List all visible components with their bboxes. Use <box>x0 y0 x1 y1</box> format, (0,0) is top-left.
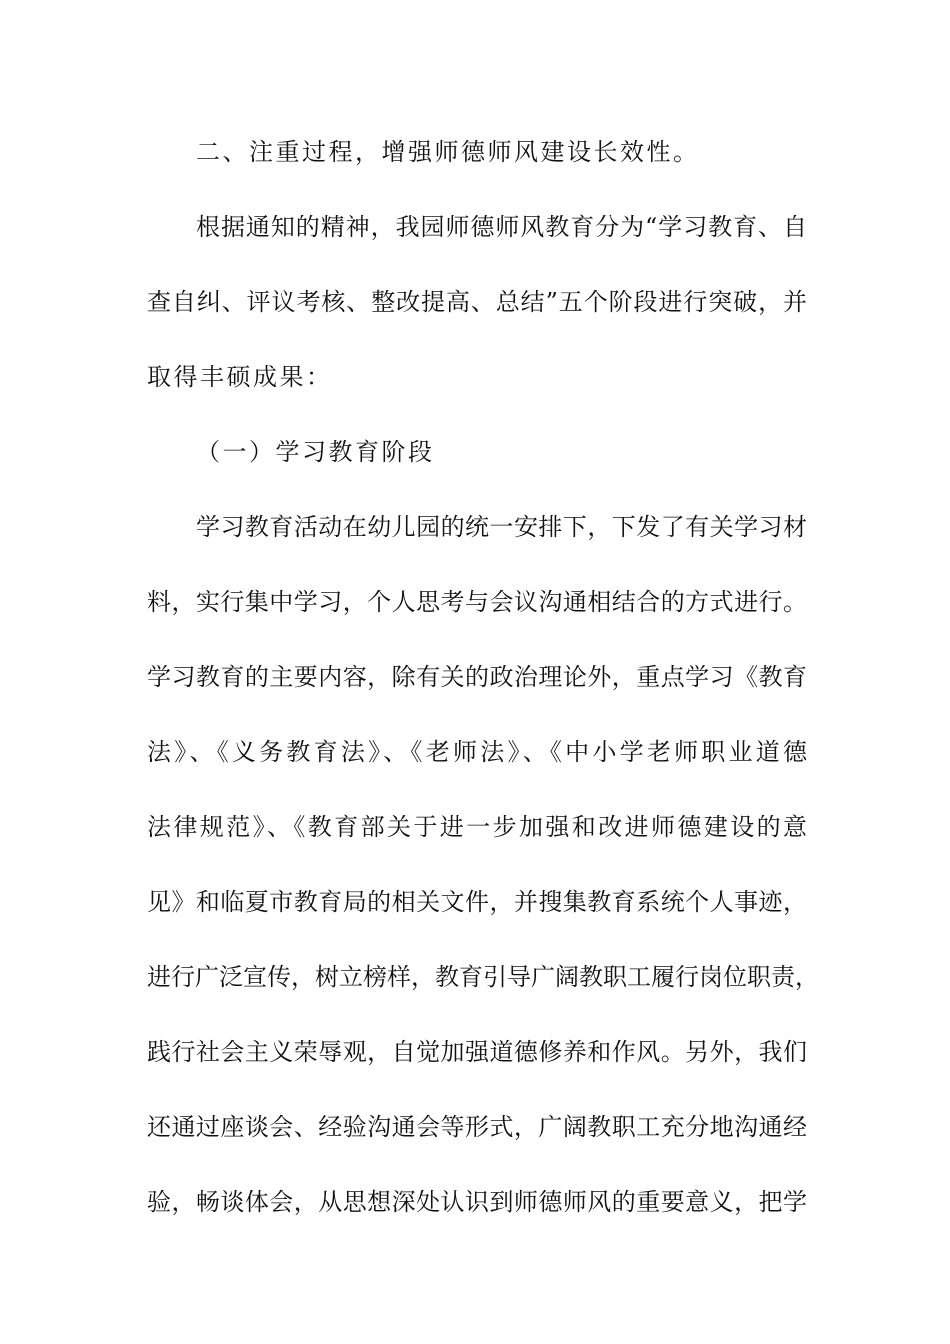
section-heading: 二、注重过程，增强师德师风建设长效性。 <box>196 138 700 166</box>
subsection-heading: （一）学习教育阶段 <box>196 438 435 466</box>
paragraph-line: 践行社会主义荣辱观，自觉加强道德修养和作风。另外，我们 <box>147 1038 807 1066</box>
paragraph-line: 学习教育活动在幼儿园的统一安排下，下发了有关学习材 <box>196 513 807 541</box>
paragraph-line: 验，畅谈体会，从思想深处认识到师德师风的重要意义，把学 <box>147 1188 807 1216</box>
paragraph-line: 学习教育的主要内容，除有关的政治理论外，重点学习《教育 <box>147 663 807 691</box>
paragraph-line: 查自纠、评议考核、整改提高、总结”五个阶段进行突破，并 <box>147 288 807 316</box>
paragraph-line: 料，实行集中学习，个人思考与会议沟通相结合的方式进行。 <box>147 588 807 616</box>
paragraph-line: 还通过座谈会、经验沟通会等形式，广阔教职工充分地沟通经 <box>147 1113 807 1141</box>
paragraph-line: 进行广泛宣传，树立榜样，教育引导广阔教职工履行岗位职责， <box>147 963 819 991</box>
paragraph-line: 取得丰硕成果： <box>147 363 333 391</box>
paragraph-line: 法律规范》、《教育部关于进一步加强和改进师德建设的意 <box>147 813 807 841</box>
paragraph-line: 根据通知的精神，我园师德师风教育分为“学习教育、自 <box>196 213 807 241</box>
paragraph-line: 见》和临夏市教育局的相关文件，并搜集教育系统个人事迹， <box>147 888 807 916</box>
paragraph-line: 法》、《义务教育法》、《老师法》、《中小学老师职业道德 <box>147 738 807 766</box>
